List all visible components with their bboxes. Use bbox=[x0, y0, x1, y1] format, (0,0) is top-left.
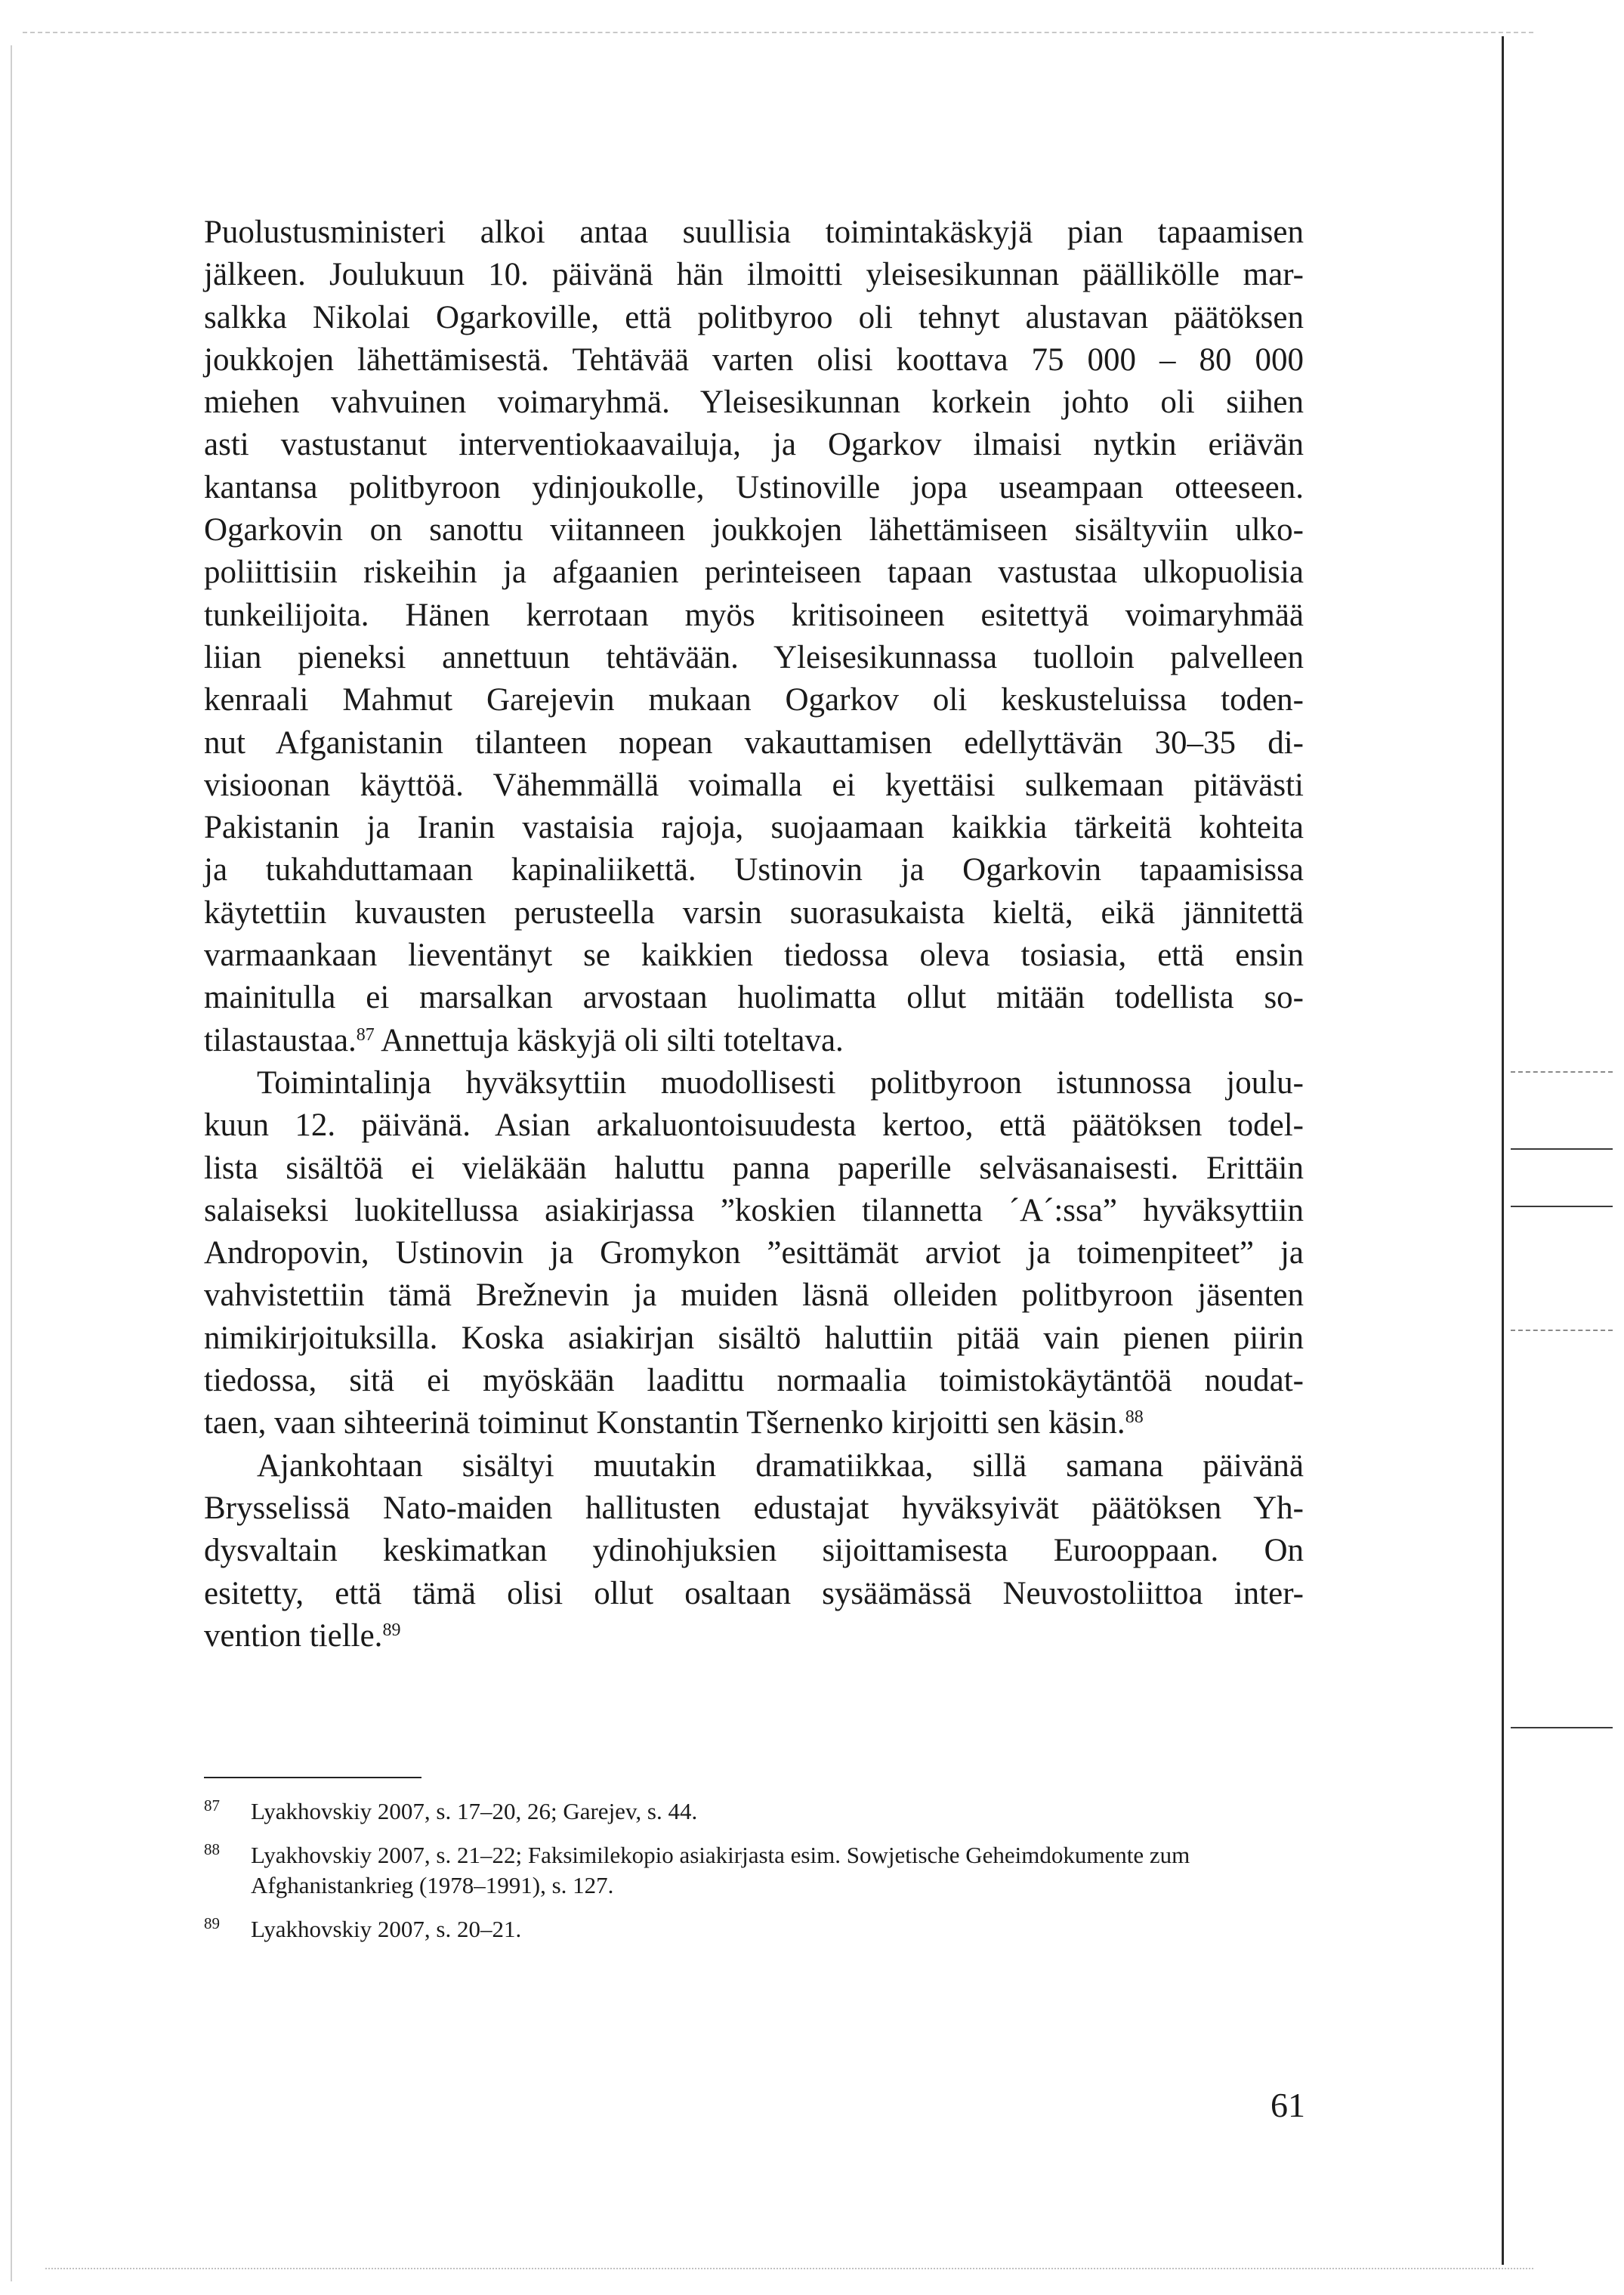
scan-edge-right bbox=[1502, 36, 1504, 2265]
text-run: liian pieneksi annettuun tehtävään. Yleisesikunnassa tuolloin palvelleen bbox=[204, 639, 1304, 675]
text-run: ja tukahduttamaan kapinaliikettä. Ustinovin ja Ogarkovin tapaamisissa bbox=[204, 852, 1304, 888]
page-number: 61 bbox=[1270, 2086, 1305, 2124]
text-line bbox=[204, 254, 1304, 296]
scan-mark bbox=[1511, 1206, 1613, 1207]
text-line bbox=[204, 1615, 1304, 1657]
text-run: mainitulla ei marsalkan arvostaan huolimatta ollut mitään todellista so- bbox=[204, 980, 1304, 1016]
text-line bbox=[204, 381, 1304, 424]
text-line bbox=[204, 934, 1304, 977]
text-line bbox=[204, 1487, 1304, 1530]
text-line bbox=[204, 212, 1304, 254]
text-line bbox=[204, 551, 1304, 594]
footnote-separator bbox=[204, 1777, 421, 1778]
text-run: tunkeilijoita. Hänen kerrotaan myös kritisoineen esitettyä voimaryhmää bbox=[204, 597, 1304, 633]
text-run: tilastaustaa. bbox=[204, 1022, 357, 1058]
text-line bbox=[204, 509, 1304, 551]
text-run: varmaankaan lieventänyt se kaikkien tiedossa oleva tosiasia, että ensin bbox=[204, 937, 1304, 974]
scan-mark bbox=[1511, 1727, 1613, 1728]
text-run: salkka Nikolai Ogarkoville, että politbyroo oli tehnyt alustavan päätöksen bbox=[204, 299, 1304, 335]
footnote-number: 87 bbox=[204, 1796, 220, 1815]
footnote-number: 89 bbox=[204, 1914, 220, 1932]
text-run: Ogarkovin on sanottu viitanneen joukkojen lähettämiseen sisältyviin ulko- bbox=[204, 512, 1304, 548]
text-line bbox=[204, 1232, 1304, 1274]
text-run: miehen vahvuinen voimaryhmä. Yleisesikunnan korkein johto oli siihen bbox=[204, 385, 1304, 421]
footnote-number: 88 bbox=[204, 1840, 220, 1858]
footnote bbox=[204, 1840, 1304, 1901]
text-run: tiedossa, sitä ei myöskään laadittu normaalia toimistokäytäntöä noudat- bbox=[204, 1363, 1304, 1399]
text-run: taen, vaan sihteerinä toiminut Konstantin Tšernenko kirjoitti sen käsin. bbox=[204, 1405, 1125, 1441]
text-line bbox=[204, 764, 1304, 807]
scan-edge-bottom bbox=[45, 2268, 1533, 2269]
body-text bbox=[204, 212, 1304, 1657]
text-line bbox=[204, 1402, 1304, 1444]
text-line bbox=[204, 1020, 1304, 1062]
scan-edge-left bbox=[11, 45, 12, 2281]
footnote-text: Lyakhovskiy 2007, s. 21–22; Faksimilekopio asiakirjasta esim. Sowjetische Geheimdokumente zum Afghanistankrieg (1978–1991), s. 127. bbox=[251, 1842, 1190, 1898]
text-line bbox=[204, 892, 1304, 934]
text-line bbox=[204, 637, 1304, 679]
text-line bbox=[204, 297, 1304, 339]
footnote bbox=[204, 1914, 1304, 1944]
text-run: Puolustusministeri alkoi antaa suullisia toimintakäskyjä pian tapaamisen bbox=[204, 215, 1304, 250]
text-run: vahvistettiin tämä Brežnevin ja muiden läsnä olleiden politbyroon jäsenten bbox=[204, 1277, 1304, 1314]
text-line bbox=[204, 1104, 1304, 1147]
text-run: Annettuja käskyjä oli silti toteltava. bbox=[374, 1022, 844, 1058]
text-run: käytettiin kuvausten perusteella varsin suorasukaista kieltä, eikä jännitettä bbox=[204, 894, 1304, 931]
text-line bbox=[204, 1530, 1304, 1572]
text-line bbox=[204, 1573, 1304, 1615]
scan-mark bbox=[1511, 1148, 1613, 1150]
text-run: lista sisältöä ei vieläkään haluttu panna paperille selväsanaisesti. Erittäin bbox=[204, 1150, 1304, 1186]
text-line bbox=[204, 339, 1304, 381]
text-line bbox=[204, 1360, 1304, 1402]
footnote-reference: 89 bbox=[382, 1620, 401, 1640]
text-run: Ajankohtaan sisältyi muutakin dramatiikkaa, sillä samana päivänä bbox=[257, 1447, 1304, 1484]
scan-mark bbox=[1511, 1071, 1613, 1073]
text-run: jälkeen. Joulukuun 10. päivänä hän ilmoitti yleisesikunnan päällikölle mar- bbox=[204, 257, 1304, 293]
text-run: Toimintalinja hyväksyttiin muodollisesti politbyroon istunnossa joulu- bbox=[257, 1064, 1304, 1101]
text-run: asti vastustanut interventiokaavailuja, ja Ogarkov ilmaisi nytkin eriävän bbox=[204, 427, 1304, 463]
footnotes bbox=[204, 1796, 1304, 1958]
text-line bbox=[204, 424, 1304, 466]
text-line bbox=[204, 1317, 1304, 1360]
text-run: Andropovin, Ustinovin ja Gromykon ”esittämät arviot ja toimenpiteet” ja bbox=[204, 1235, 1304, 1271]
text-line bbox=[204, 722, 1304, 764]
text-line bbox=[204, 595, 1304, 637]
text-run: nut Afganistanin tilanteen nopean vakauttamisen edellyttävän 30–35 di- bbox=[204, 724, 1304, 761]
text-line bbox=[204, 849, 1304, 891]
text-line bbox=[204, 1274, 1304, 1317]
footnote-reference: 87 bbox=[356, 1024, 375, 1045]
text-run: kuun 12. päivänä. Asian arkaluontoisuudesta kertoo, että päätöksen todel- bbox=[204, 1107, 1304, 1144]
footnote-text: Lyakhovskiy 2007, s. 20–21. bbox=[251, 1916, 522, 1942]
text-run: kenraali Mahmut Garejevin mukaan Ogarkov oli keskusteluissa toden- bbox=[204, 682, 1304, 718]
text-run: nimikirjoituksilla. Koska asiakirjan sisältö haluttiin pitää vain pienen piirin bbox=[204, 1320, 1304, 1356]
text-run: salaiseksi luokitellussa asiakirjassa ”koskien tilannetta ´A´:ssa” hyväksyttiin bbox=[204, 1192, 1304, 1228]
text-run: kantansa politbyroon ydinjoukolle, Ustinoville jopa useampaan otteeseen. bbox=[204, 469, 1304, 505]
scan-edge-top bbox=[23, 32, 1533, 33]
text-line bbox=[204, 1148, 1304, 1190]
text-line bbox=[204, 1190, 1304, 1232]
text-line bbox=[204, 679, 1304, 721]
footnote bbox=[204, 1796, 1304, 1827]
text-line bbox=[204, 977, 1304, 1019]
text-line bbox=[204, 467, 1304, 509]
text-run: visioonan käyttöä. Vähemmällä voimalla ei kyettäisi sulkemaan pitävästi bbox=[204, 767, 1304, 803]
text-line bbox=[204, 807, 1304, 849]
text-run: esitetty, että tämä olisi ollut osaltaan sysäämässä Neuvostoliittoa inter- bbox=[204, 1575, 1304, 1611]
text-line bbox=[204, 1062, 1304, 1104]
text-run: vention tielle. bbox=[204, 1617, 383, 1654]
text-line bbox=[204, 1445, 1304, 1487]
footnote-reference: 88 bbox=[1125, 1407, 1144, 1428]
text-run: dysvaltain keskimatkan ydinohjuksien sijoittamisesta Eurooppaan. On bbox=[204, 1533, 1304, 1569]
text-run: joukkojen lähettämisestä. Tehtävää varten olisi koottava 75 000 – 80 000 bbox=[204, 341, 1304, 378]
text-run: poliittisiin riskeihin ja afgaanien perinteiseen tapaan vastustaa ulkopuolisia bbox=[204, 554, 1304, 591]
scan-mark bbox=[1511, 1330, 1613, 1331]
footnote-text: Lyakhovskiy 2007, s. 17–20, 26; Garejev, s. 44. bbox=[251, 1798, 698, 1824]
text-run: Pakistanin ja Iranin vastaisia rajoja, suojaamaan kaikkia tärkeitä kohteita bbox=[204, 810, 1304, 846]
text-run: Brysselissä Nato-maiden hallitusten edustajat hyväksyivät päätöksen Yh- bbox=[204, 1490, 1304, 1526]
